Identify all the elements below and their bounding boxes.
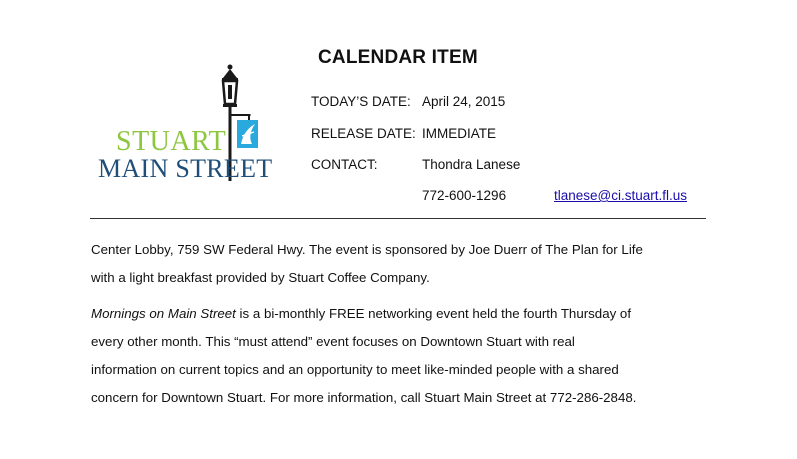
paragraph-2-line-2: every other month. This “must attend” event focuses on Downtown Stuart with real — [91, 334, 575, 349]
header-divider — [90, 218, 706, 219]
logo-text-stuart: STUART — [116, 126, 227, 157]
todays-date-value: April 24, 2015 — [422, 94, 506, 109]
contact-label: CONTACT: — [311, 157, 378, 172]
paragraph-2-line-1-text: is a bi-monthly FREE networking event held the fourth Thursday of — [235, 306, 632, 321]
page-title: CALENDAR ITEM — [318, 47, 478, 68]
paragraph-2-line-4: concern for Downtown Stuart. For more information, call Stuart Main Street at 772-286-2848. — [91, 390, 637, 405]
release-date-label: RELEASE DATE: — [311, 126, 416, 141]
contact-email-link[interactable]: tlanese@ci.stuart.fl.us — [554, 188, 688, 203]
paragraph-1-line-1: Center Lobby, 759 SW Federal Hwy. The event is sponsored by Joe Duerr of The Plan for Life — [91, 242, 643, 257]
paragraph-2-line-3: information on current topics and an opportunity to meet like-minded people with a shared — [91, 362, 619, 377]
logo-text-main-street: MAIN STREET — [98, 154, 273, 183]
paragraph-2-line-1 — [91, 300, 711, 328]
release-date-value: IMMEDIATE — [422, 126, 496, 141]
paragraph-1-line-2: with a light breakfast provided by Stuart Coffee Company. — [91, 270, 430, 285]
event-name: Mornings on Main Street — [91, 306, 236, 321]
body-paragraph-2 — [91, 300, 711, 412]
body-paragraph-1 — [91, 236, 711, 292]
stuart-main-street-logo — [92, 62, 288, 184]
contact-phone: 772-600-1296 — [422, 188, 507, 203]
contact-name: Thondra Lanese — [422, 157, 521, 172]
todays-date-label: TODAY’S DATE: — [311, 94, 411, 109]
